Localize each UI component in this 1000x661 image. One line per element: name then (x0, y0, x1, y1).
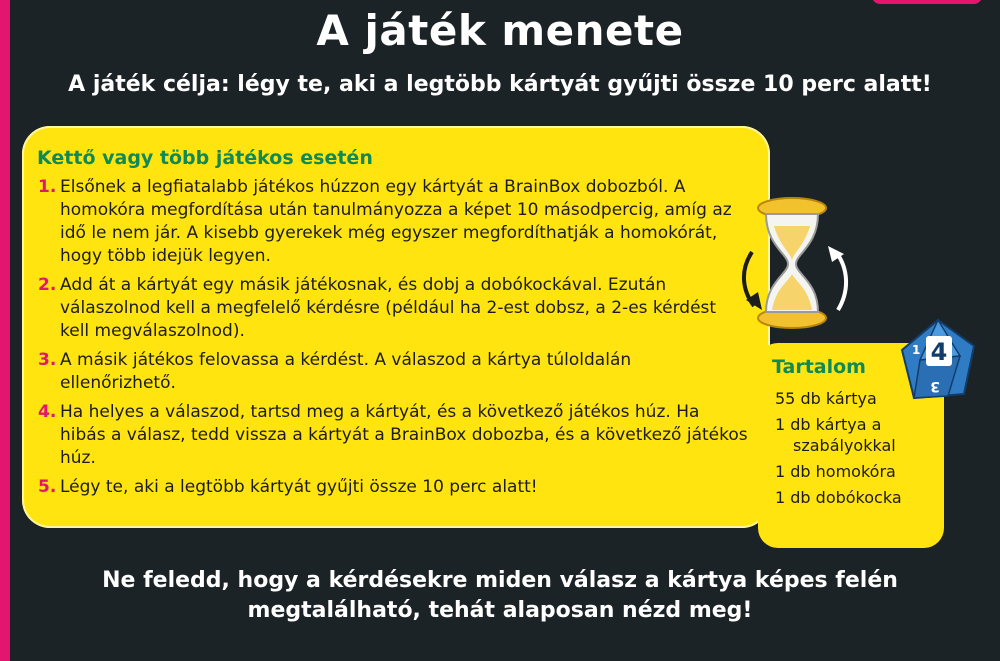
contents-list (775, 388, 943, 513)
contents-item (775, 487, 943, 508)
step-item (38, 349, 768, 395)
step-item (38, 476, 768, 499)
page-title: A játék menete (316, 6, 684, 55)
contents-item (775, 414, 943, 456)
step-number: 3. (38, 350, 57, 370)
bottom-note-line: megtalálható, tehát alaposan nézd meg! (247, 598, 753, 623)
left-accent-strip (0, 0, 10, 661)
step-number: 1. (38, 177, 57, 197)
step-text: A másik játékos felovassa a kérdést. A válaszod a kártya túloldalán ellenőrizhető. (60, 350, 632, 393)
contents-title: Tartalom (772, 356, 866, 378)
die-face-left: 1 (912, 343, 921, 357)
contents-item-text-continued: szabályokkal (793, 436, 896, 455)
bottom-note (0, 566, 1000, 626)
contents-item-text: 1 db kártya a (775, 415, 882, 434)
step-number: 5. (38, 477, 57, 497)
die-icon (898, 316, 978, 406)
hourglass-icon (740, 190, 850, 340)
top-accent-tab (872, 0, 982, 4)
step-text: Add át a kártyát egy másik játékosnak, és dobj a dobókockával. Ezután válaszolnod kell a megfelelő kérdésre (például ha 2-est dobsz, a 2-es kérdést kell megválaszolnod). (60, 275, 717, 341)
contents-item-text: 1 db homokóra (775, 462, 896, 481)
steps-list (38, 176, 768, 505)
contents-item (775, 461, 943, 482)
game-goal: A játék célja: légy te, aki a legtöbb kártyát gyűjti össze 10 perc alatt! (68, 72, 932, 97)
section-title: Kettő vagy több játékos esetén (37, 147, 373, 169)
step-item (38, 176, 768, 268)
step-item (38, 401, 768, 470)
die-face-bottom: 3 (930, 378, 940, 394)
step-text: Elsőnek a legfiatalabb játékos húzzon egy kártyát a BrainBox dobozból. A homokóra megfordítása után tanulmányozza a képet 10 másodpercig, amíg az idő le nem jár. A kisebb gyerekek még egyszer megfordíthatják a homokórát, hogy több idejük legyen. (60, 177, 732, 266)
contents-item-text: 55 db kártya (775, 389, 877, 408)
step-number: 4. (38, 402, 57, 422)
die-face-main: 4 (930, 338, 948, 366)
step-item (38, 274, 768, 343)
step-number: 2. (38, 275, 57, 295)
bottom-note-line: Ne feledd, hogy a kérdésekre miden válasz a kártya képes felén (102, 568, 898, 593)
step-text: Ha helyes a válaszod, tartsd meg a kártyát, és a következő játékos húz. Ha hibás a válasz, tedd vissza a kártyát a BrainBox dobozba, és a következő játékos húz. (60, 402, 748, 468)
step-text: Légy te, aki a legtöbb kártyát gyűjti össze 10 perc alatt! (60, 477, 538, 497)
contents-item-text: 1 db dobókocka (775, 488, 902, 507)
